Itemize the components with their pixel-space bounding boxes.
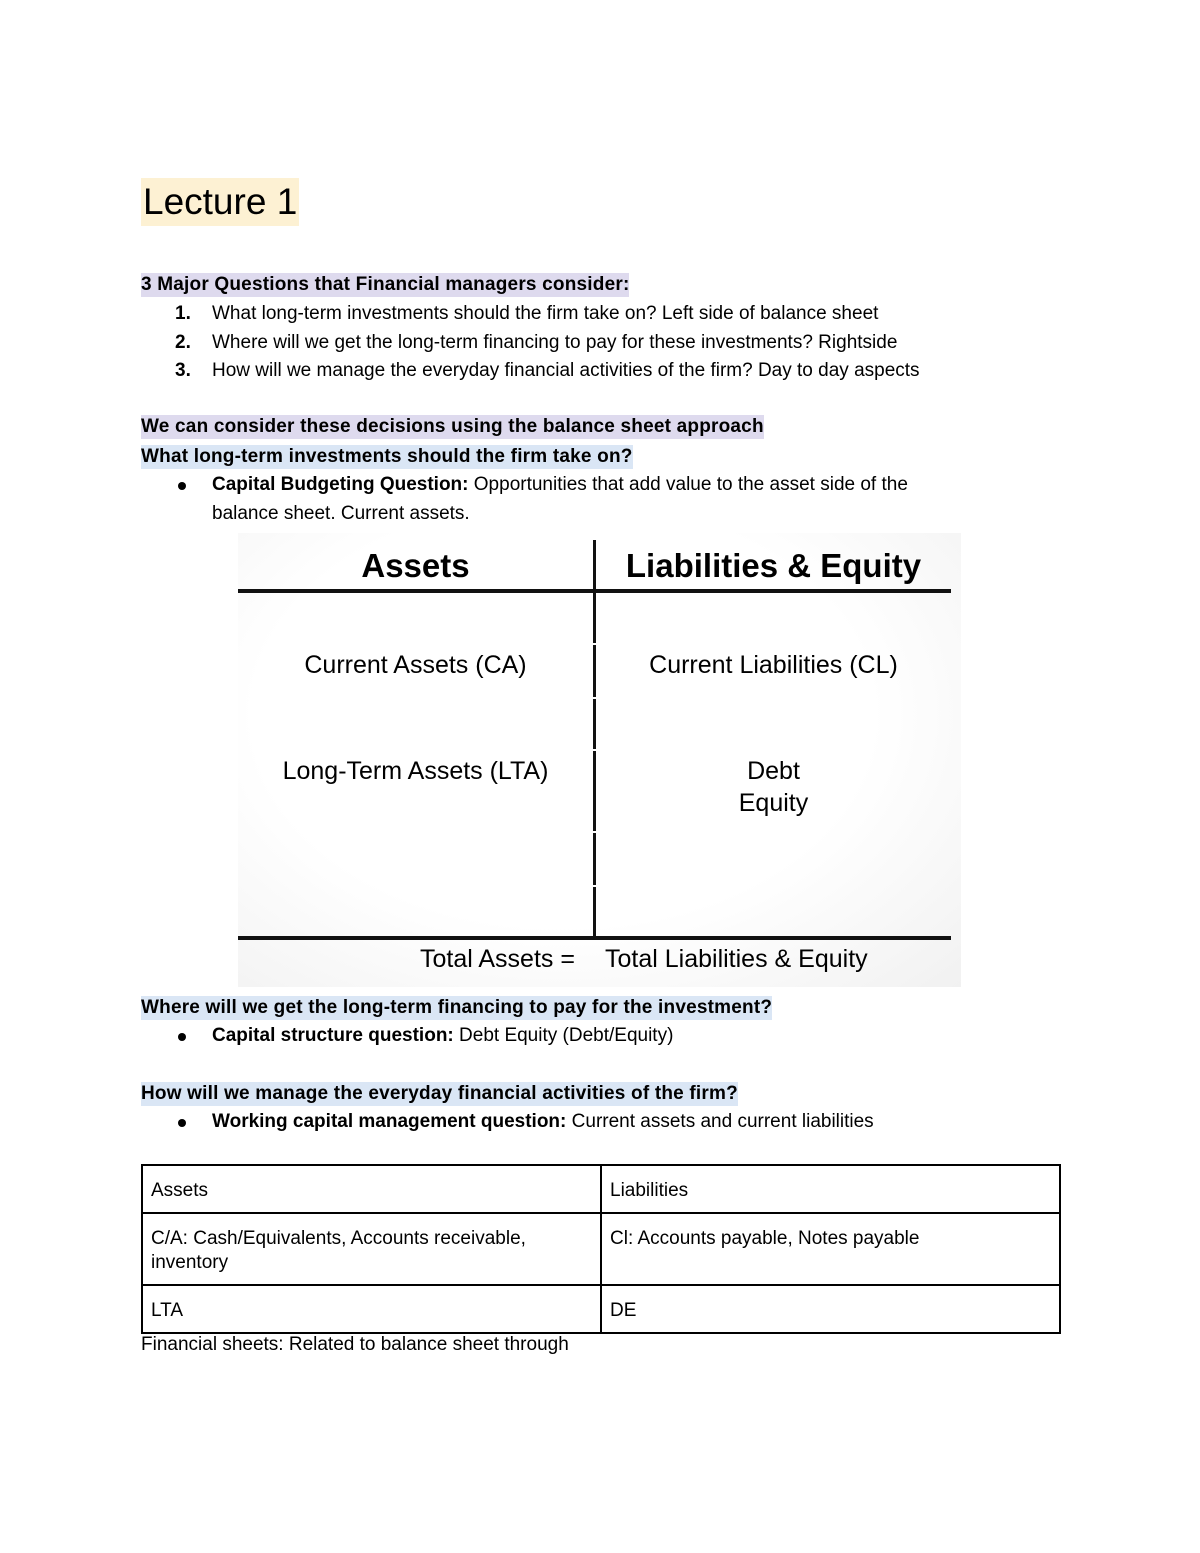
list-item: How will we manage the everyday financial activities of the firm? Day to day aspects — [212, 360, 920, 381]
financial-sheets-note: Financial sheets: Related to balance sheet through — [141, 1334, 569, 1355]
bullet-icon — [178, 482, 186, 490]
table-row — [142, 1213, 1060, 1285]
current-liabilities-label: Current Liabilities (CL) — [649, 651, 898, 679]
bullet-text: Opportunities that add value to the asset side of the — [468, 474, 908, 495]
t-account-divider — [593, 540, 596, 940]
bullet-text: Current assets and current liabilities — [566, 1111, 874, 1132]
capital-budgeting-bullet-continued: balance sheet. Current assets. — [212, 503, 470, 524]
balance-sheet-diagram — [238, 533, 961, 987]
bullet-label: Capital structure question: — [212, 1025, 454, 1046]
working-capital-bullet — [212, 1110, 874, 1134]
table-cell: DE — [601, 1285, 1060, 1333]
table-cell: Liabilities — [601, 1165, 1060, 1213]
page-title: Lecture 1 — [141, 178, 299, 226]
divider-gap — [588, 831, 601, 833]
section-heading-long-term-investments: What long-term investments should the firm take on? — [141, 446, 633, 467]
divider-gap — [588, 749, 601, 751]
divider-gap — [588, 697, 601, 699]
long-term-assets-label: Long-Term Assets (LTA) — [282, 757, 549, 785]
bullet-text: Debt Equity (Debt/Equity) — [453, 1025, 674, 1046]
total-liabilities-label: Total Liabilities & Equity — [605, 945, 868, 973]
assets-header: Assets — [361, 547, 470, 584]
list-number: 1. — [175, 303, 191, 324]
bullet-label: Working capital management question: — [212, 1111, 567, 1132]
bullet-icon — [178, 1119, 186, 1127]
section-heading-balance-sheet-approach: We can consider these decisions using the balance sheet approach — [141, 416, 764, 437]
total-rule — [238, 936, 951, 940]
total-assets-label: Total Assets = — [420, 945, 575, 973]
table-cell: Assets — [142, 1165, 601, 1213]
equity-label: Equity — [738, 789, 809, 817]
list-item: Where will we get the long-term financing to pay for these investments? Rightside — [212, 332, 898, 353]
header-rule — [238, 589, 951, 593]
section-heading-everyday-activities: How will we manage the everyday financial activities of the firm? — [141, 1083, 738, 1104]
section-heading-financing: Where will we get the long-term financing to pay for the investment? — [141, 997, 773, 1018]
table-cell: C/A: Cash/Equivalents, Accounts receivable, inventory — [142, 1213, 601, 1285]
list-number: 2. — [175, 332, 191, 353]
bullet-label: Capital Budgeting Question: — [212, 474, 469, 495]
list-number: 3. — [175, 360, 191, 381]
divider-gap — [588, 885, 601, 887]
table-row — [142, 1165, 1060, 1213]
capital-structure-bullet — [212, 1024, 673, 1048]
liabilities-equity-header: Liabilities & Equity — [625, 547, 922, 584]
debt-label: Debt — [747, 757, 800, 785]
capital-budgeting-bullet — [212, 473, 908, 497]
section-heading-major-questions: 3 Major Questions that Financial managers consider: — [141, 274, 630, 295]
bullet-icon — [178, 1033, 186, 1041]
table-row — [142, 1285, 1060, 1333]
balance-sheet-table — [141, 1164, 1061, 1334]
current-assets-label: Current Assets (CA) — [304, 651, 527, 679]
table-cell: Cl: Accounts payable, Notes payable — [601, 1213, 1060, 1285]
divider-gap — [588, 643, 601, 645]
table-cell: LTA — [142, 1285, 601, 1333]
list-item: What long-term investments should the firm take on? Left side of balance sheet — [212, 303, 879, 324]
